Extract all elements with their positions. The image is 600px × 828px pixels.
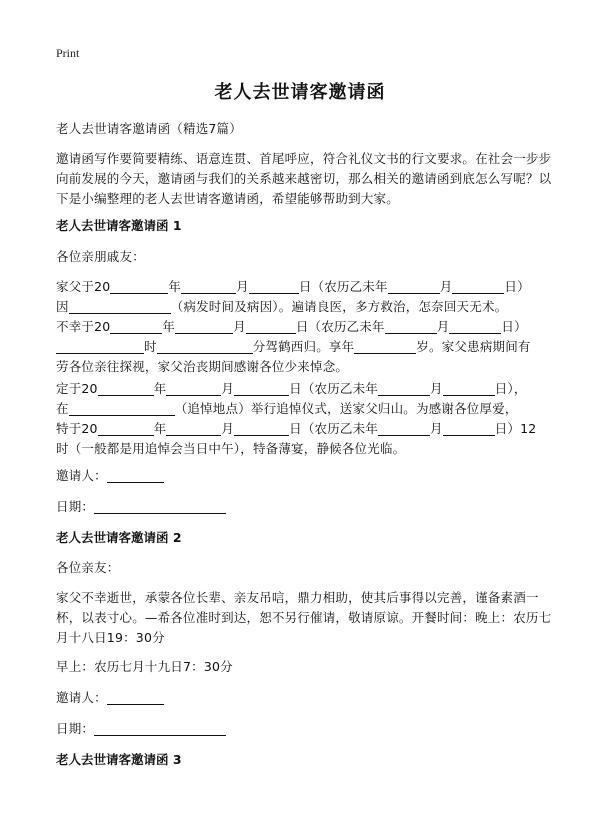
- letter-1-notice-paragraph: [56, 277, 552, 377]
- blank-lunar-month: [378, 421, 430, 436]
- blank-month: [175, 319, 233, 334]
- text-segment: 因: [56, 299, 69, 314]
- text-segment: 日（农历乙未年: [298, 279, 388, 294]
- letter-1-inviter-line: [56, 466, 552, 486]
- blank-hour: [56, 339, 144, 354]
- letter-2-date-line: [56, 719, 552, 739]
- blank-lunar-day: [443, 381, 495, 396]
- letter-1-greeting: 各位亲朋戚友：: [56, 249, 145, 264]
- text-segment: 日（农历乙未年: [289, 421, 379, 436]
- blank-year: [98, 421, 154, 436]
- blank-day: [234, 421, 289, 436]
- blank-lunar-day: [452, 279, 504, 294]
- text-segment: 月: [439, 279, 453, 294]
- blank-day: [234, 381, 289, 396]
- blank-lunar-month: [378, 381, 430, 396]
- letter-2-heading: 老人去世请客邀请函 2: [56, 530, 182, 545]
- inviter-blank: [107, 690, 164, 705]
- inviter-label: 邀请人：: [56, 468, 107, 483]
- text-segment: 年: [168, 279, 182, 294]
- blank-lunar-day: [443, 421, 495, 436]
- letter-1-ceremony-paragraph: [56, 379, 552, 459]
- blank-month: [181, 279, 236, 294]
- blank-year: [110, 319, 162, 334]
- text-segment: 年: [153, 421, 167, 436]
- text-segment: 月: [221, 381, 235, 396]
- text-segment: 时: [144, 339, 157, 354]
- print-link[interactable]: Print: [56, 46, 80, 60]
- date-label: 日期：: [56, 721, 95, 736]
- letter-2-morning-time: 早上：农历七月十九日7：30分: [56, 659, 233, 674]
- text-segment: 月: [436, 319, 450, 334]
- text-segment: 家父于20: [56, 279, 111, 294]
- date-blank: [94, 721, 226, 736]
- blank-day: [249, 279, 299, 294]
- letter-1-heading: 老人去世请客邀请函 1: [56, 218, 182, 233]
- text-segment: 日）: [504, 279, 530, 294]
- text-segment: 日（农历乙未年: [295, 319, 385, 334]
- text-segment: 年: [162, 319, 176, 334]
- blank-year: [98, 381, 154, 396]
- letter-3-heading: 老人去世请客邀请函 3: [56, 752, 182, 767]
- intro-paragraph: 邀请函写作要简要精练、语意连贯、首尾呼应，符合礼仪文书的行文要求。在社会一步步向前发展的今天，邀请函与我们的关系越来越密切，那么相关的邀请函到底怎么写呢？以下是小编整理的老人去世请客邀请函，希望能够帮助到大家。: [56, 151, 552, 206]
- date-blank: [94, 499, 226, 514]
- blank-memorial-venue: [69, 401, 175, 416]
- text-segment: 日（农历乙未年: [289, 381, 379, 396]
- blank-lunar-day: [449, 319, 501, 334]
- text-segment: （追悼地点）举行追悼仪式，送家父归山。为感谢各位厚爱，: [174, 401, 518, 416]
- text-segment: 月: [236, 279, 249, 294]
- subtitle: 老人去世请客邀请函（精选7篇）: [56, 121, 242, 136]
- text-segment: 不幸于20: [56, 319, 111, 334]
- text-segment: 定于20: [56, 381, 98, 396]
- text-segment: 月: [430, 421, 443, 436]
- text-segment: 年: [153, 381, 167, 396]
- blank-lunar-month: [388, 279, 440, 294]
- letter-2-body: 家父不幸逝世，承蒙各位长辈、亲友吊唁，鼎力相助，使其后事得以完善，谨备素酒一杯，以表寸心。—希各位准时到达，恕不另行催请，敬请原谅。开餐时间：晚上：农历七月十八日19：30分: [56, 590, 552, 645]
- inviter-label: 邀请人：: [56, 690, 107, 705]
- inviter-blank: [107, 468, 164, 483]
- letter-2-greeting: 各位亲友：: [56, 560, 120, 575]
- text-segment: 时（一般都是用追悼会当日中午），特备薄宴，静候各位光临。: [56, 441, 406, 456]
- blank-age: [354, 339, 416, 354]
- text-segment: 月: [233, 319, 246, 334]
- text-segment: 岁。家父患病期间有: [416, 339, 531, 354]
- text-segment: 在: [56, 401, 69, 416]
- letter-2-inviter-line: [56, 688, 552, 708]
- blank-month: [166, 381, 221, 396]
- page-title: 老人去世请客邀请函: [214, 82, 386, 103]
- text-segment: 日），: [494, 381, 527, 396]
- blank-lunar-month: [385, 319, 437, 334]
- text-segment: （病发时间及病因）。遍请良医，多方救治，怎奈回天无术。: [170, 299, 508, 314]
- blank-day: [246, 319, 296, 334]
- text-segment: 特于20: [56, 421, 98, 436]
- blank-cause: [69, 299, 171, 314]
- text-segment: 月: [430, 381, 443, 396]
- text-segment: 分驾鹤西归。享年: [252, 339, 355, 354]
- text-segment: 月: [221, 421, 235, 436]
- date-label: 日期：: [56, 499, 95, 514]
- text-segment: 日）: [501, 319, 527, 334]
- blank-minute: [157, 339, 253, 354]
- text-segment: 劳各位亲往探视，家父治丧期间感谢各位少来悼念。: [56, 359, 349, 374]
- text-segment: 日）12: [494, 421, 537, 436]
- blank-year: [110, 279, 168, 294]
- letter-1-date-line: [56, 497, 552, 517]
- blank-month: [166, 421, 221, 436]
